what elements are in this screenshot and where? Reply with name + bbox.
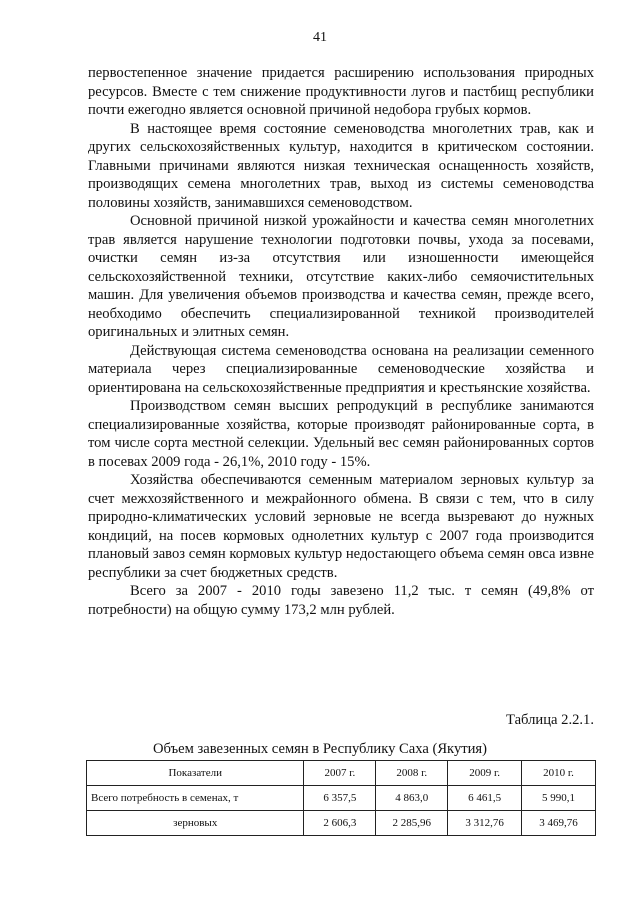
table-cell: 6 461,5 (448, 786, 522, 811)
column-header: 2010 г. (522, 761, 596, 786)
table-cell: 4 863,0 (376, 786, 448, 811)
table-title: Объем завезенных семян в Республику Саха (Якутия) (152, 741, 488, 757)
table-header-row (87, 761, 596, 786)
paragraph: Производством семян высших репродукций в республике занимаются специализированные хозяйства, которые производят районированные сорта, в том числе сорта местной селекции. Удельный вес семян районированных сортов в посевах 2009 года - 26,1%, 2010 году - 15%. (88, 398, 594, 470)
table-cell: 3 469,76 (522, 811, 596, 836)
column-header: 2009 г. (448, 761, 522, 786)
table-cell: 2 606,3 (304, 811, 376, 836)
table-cell: 3 312,76 (448, 811, 522, 836)
column-header: Показатели (87, 761, 304, 786)
table-cell: 5 990,1 (522, 786, 596, 811)
row-label: Всего потребность в семенах, т (87, 786, 304, 811)
table-row (87, 811, 596, 836)
paragraph: Всего за 2007 - 2010 годы завезено 11,2 тыс. т семян (49,8% от потребности) на общую сумму 173,2 млн рублей. (88, 583, 594, 618)
seed-import-table (86, 760, 596, 836)
table-cell: 6 357,5 (304, 786, 376, 811)
table-row (87, 786, 596, 811)
table-cell: 2 285,96 (376, 811, 448, 836)
paragraph: Хозяйства обеспечиваются семенным материалом зерновых культур за счет межхозяйственного и межрайонного обмена. В связи с тем, что в силу природно-климатических условий зерновые не всегда вызревают до нужных кондиций, на посев кормовых однолетних культур с 2007 года производится плановый завоз семян кормовых культур недостающего объема семян овса извне республики за счет бюджетных средств. (88, 472, 594, 581)
page-number: 41 (313, 30, 327, 45)
paragraph: Действующая система семеноводства основана на реализации семенного материала через специализированные семеноводческие хозяйства и ориентирована на сельскохозяйственные предприятия и крестьянские хозяйства. (88, 342, 594, 396)
row-label: зерновых (87, 811, 304, 836)
paragraph: Основной причиной низкой урожайности и качества семян многолетних трав является нарушение технологии подготовки почвы, ухода за посевами, очистки семян из-за отсутствия или изношенности имеющейся сельскохозяйственной техники, отсутствие каких-либо семяочистительных машин. Для увеличения объемов производства и качества семян, прежде всего, необходимо обеспечить специализированной техникой производителей оригинальных и элитных семян. (88, 213, 594, 340)
paragraph: В настоящее время состояние семеноводства многолетних трав, как и других сельскохозяйственных культур, находится в критическом состоянии. Главными причинами являются низкая техническая оснащенность хозяйств, производящих семена многолетних трав, выход из системы семеноводства половины хозяйств, занимавшихся семеноводством. (88, 120, 594, 211)
body-text (88, 64, 594, 619)
column-header: 2007 г. (304, 761, 376, 786)
column-header: 2008 г. (376, 761, 448, 786)
table-caption: Таблица 2.2.1. (506, 712, 594, 728)
paragraph: первостепенное значение придается расширению использования природных ресурсов. Вместе с тем снижение продуктивности лугов и пастбищ республики почти ежегодно является основной причиной недобора грубых кормов. (88, 65, 594, 118)
